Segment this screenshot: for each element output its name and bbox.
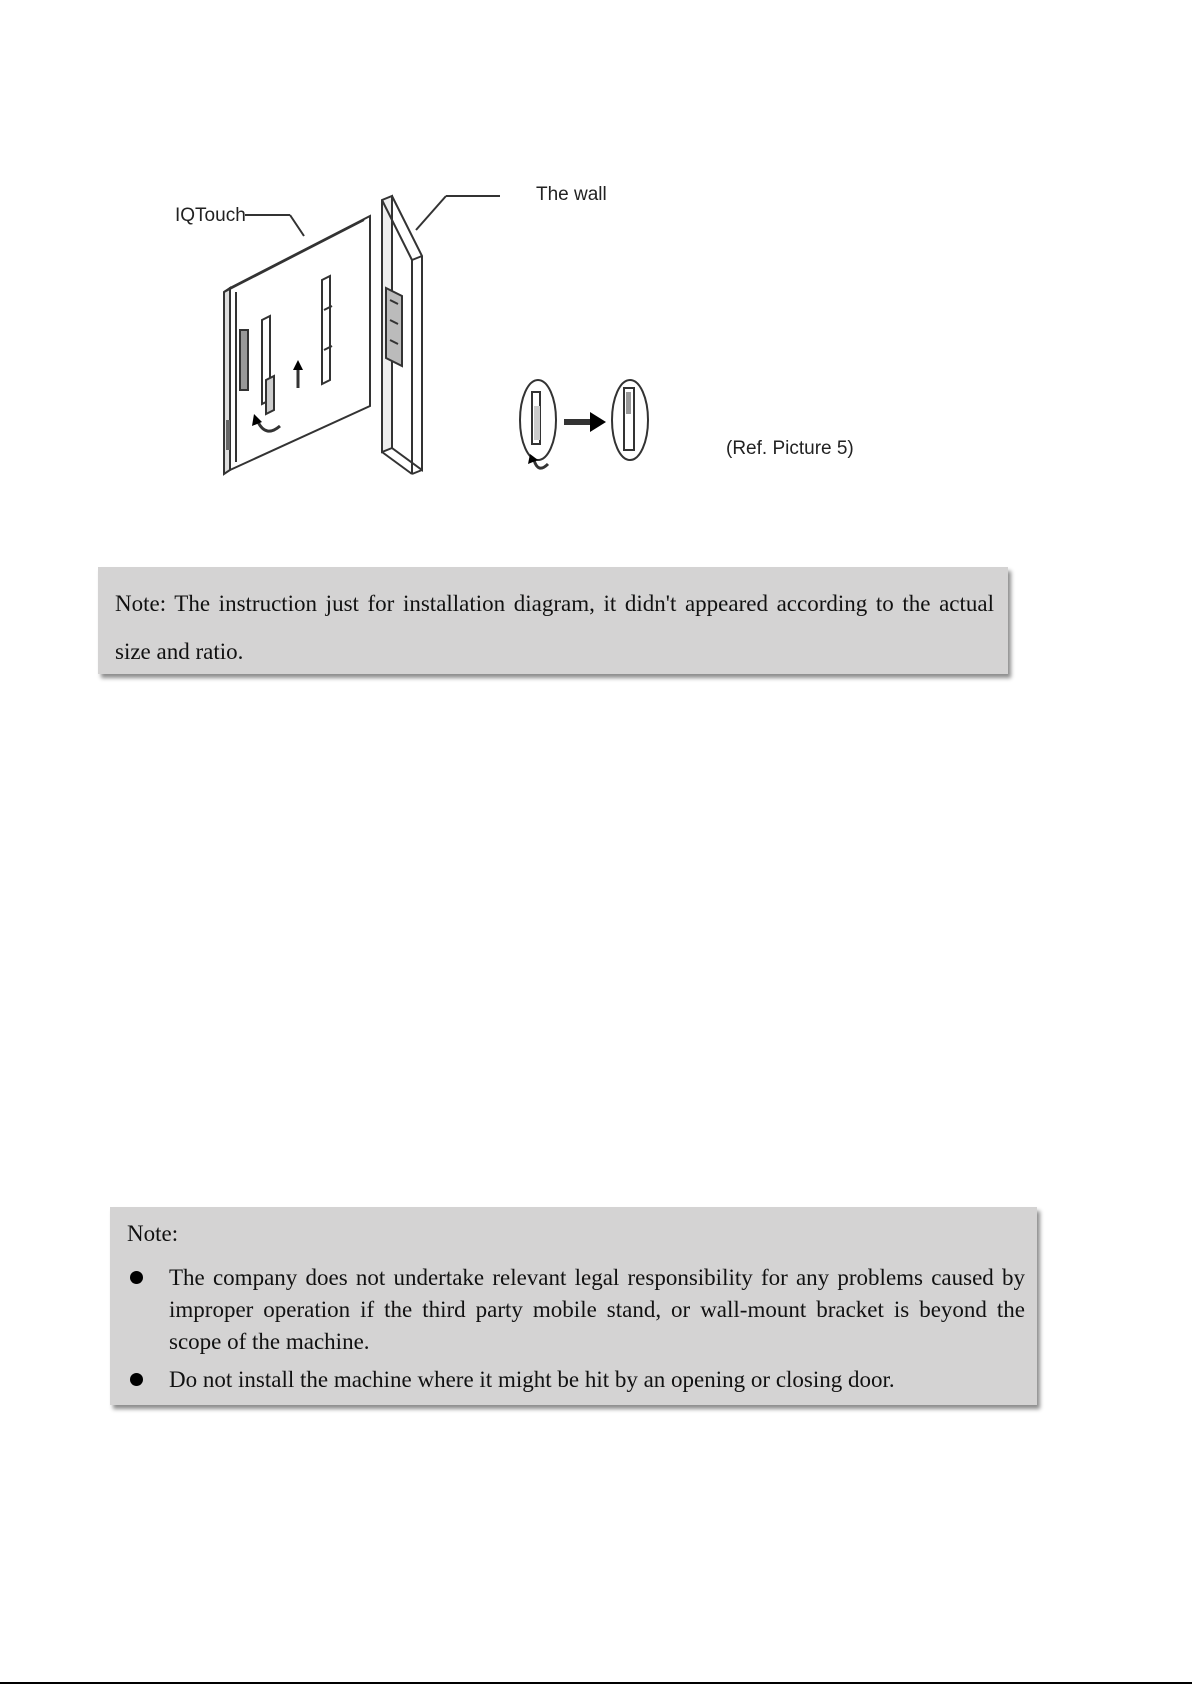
wall-mount-illustration	[150, 170, 910, 500]
panel-back	[230, 216, 370, 470]
note-diagram-disclaimer	[98, 567, 1008, 674]
note-heading: Note:	[127, 1221, 179, 1246]
installation-diagram	[150, 170, 910, 500]
label-iqtouch: IQTouch	[175, 205, 246, 226]
note-legal-warnings	[110, 1207, 1037, 1405]
label-ref-picture: (Ref. Picture 5)	[726, 438, 854, 459]
list-item	[127, 1364, 1025, 1396]
list-item-text: The company does not undertake relevant legal responsibility for any problems caused by improper operation if the third party mobile stand, or wall-mount bracket is beyond the scope of the machine.	[169, 1265, 1025, 1354]
bullet-icon	[130, 1271, 143, 1284]
note-diagram-text: Note: The instruction just for installation diagram, it didn't appeared according to the actual size and ratio.	[115, 591, 994, 664]
note-bullet-list	[127, 1262, 1025, 1402]
label-the-wall: The wall	[536, 184, 607, 205]
footer-divider	[0, 1682, 1192, 1684]
list-item-text: Do not install the machine where it might be hit by an opening or closing door.	[169, 1367, 895, 1392]
bullet-icon	[130, 1373, 143, 1386]
list-item	[127, 1262, 1025, 1358]
